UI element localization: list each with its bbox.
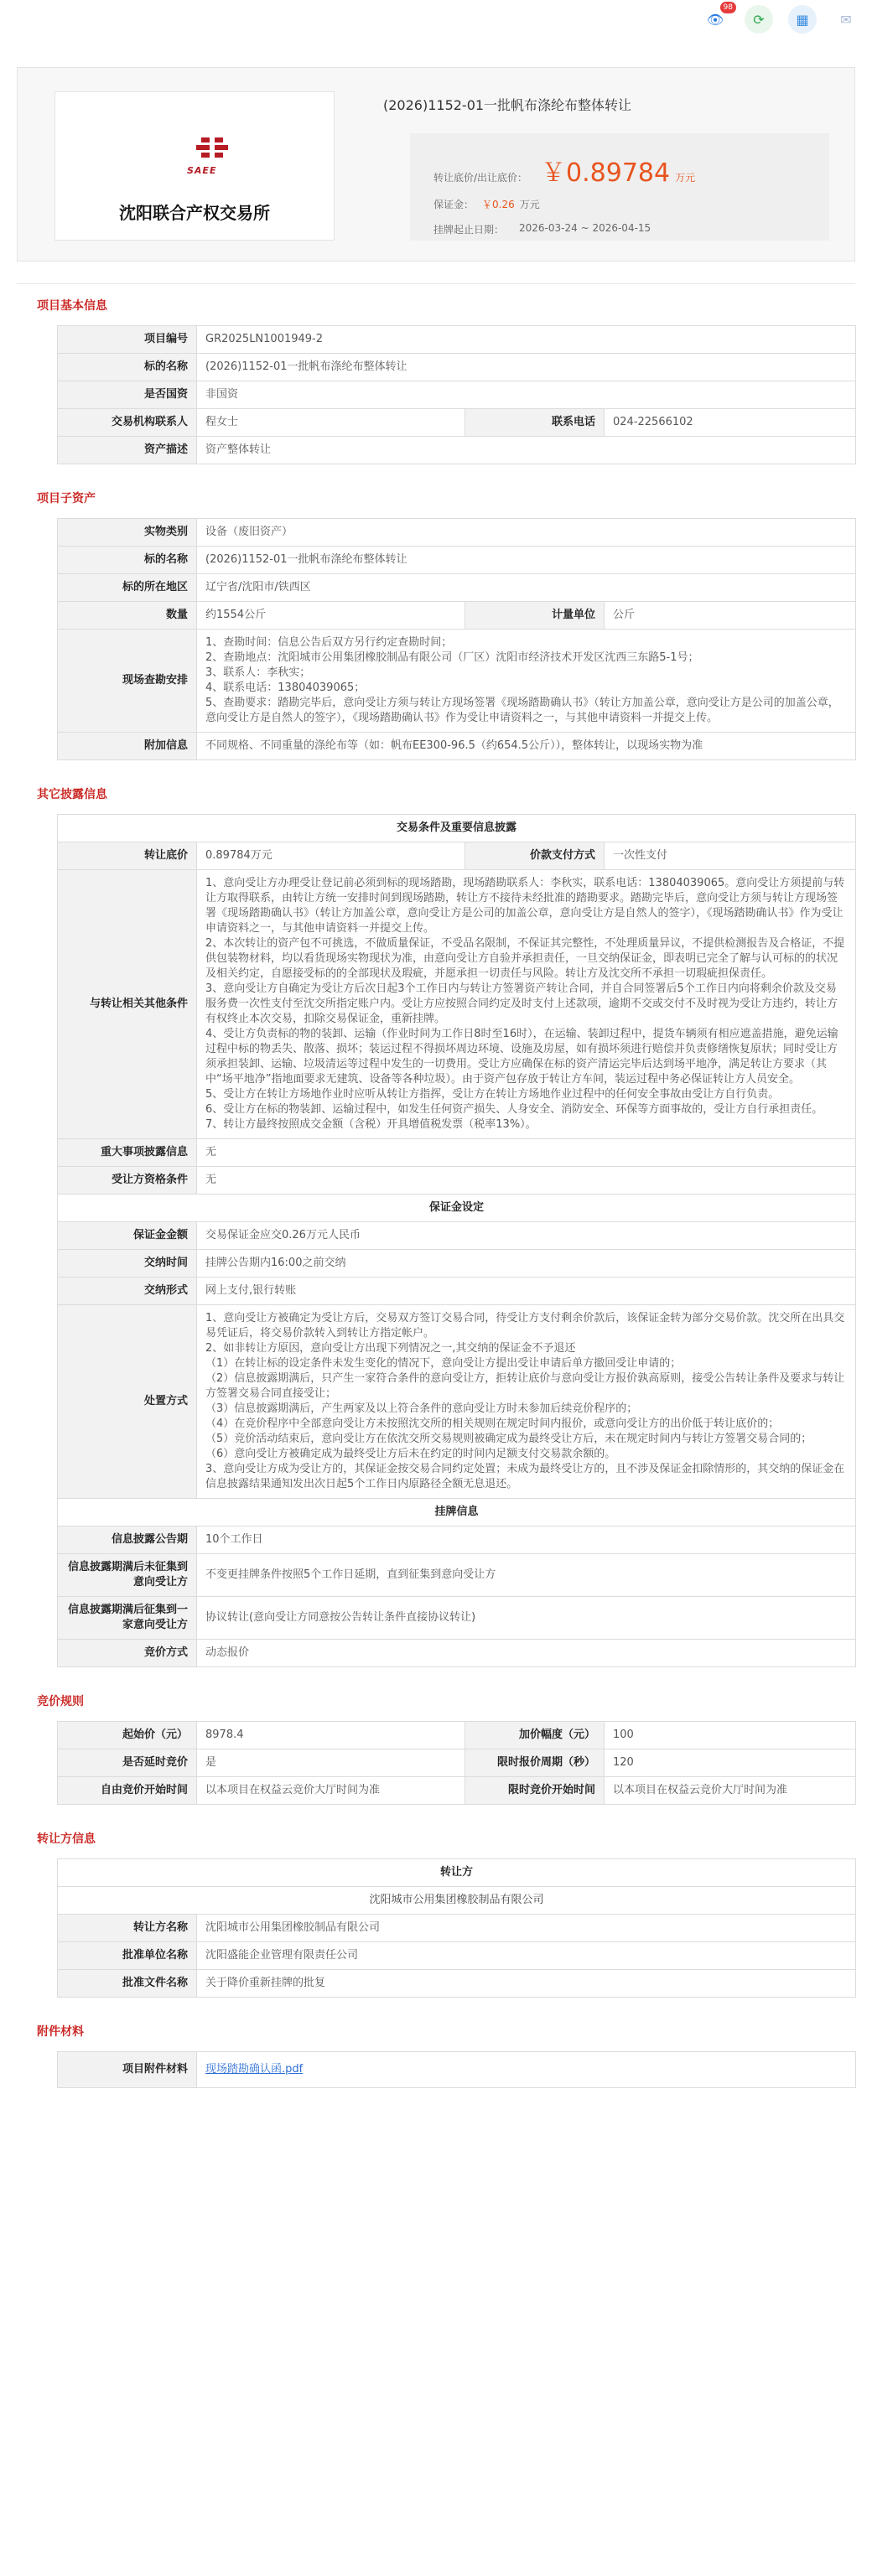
table-row xyxy=(58,815,856,842)
field-label: 限时竞价开始时间 xyxy=(465,1777,605,1805)
project-title: (2026)1152-01一批帆布涤纶布整体转让 xyxy=(383,97,632,113)
table-row xyxy=(58,870,856,1139)
listing-date-range: 2026-03-24 ~ 2026-04-15 xyxy=(519,222,651,234)
mail-icon: ✉ xyxy=(840,11,852,28)
deposit-value: ￥0.26 xyxy=(482,199,515,210)
group-header: 保证金设定 xyxy=(58,1195,856,1222)
field-value: 公斤 xyxy=(605,602,856,630)
table-row xyxy=(58,1942,856,1970)
mail-button[interactable] xyxy=(832,5,860,34)
price-label: 转让底价/出让底价： xyxy=(433,172,528,184)
price-panel xyxy=(410,133,829,241)
field-value: 约1554公斤 xyxy=(197,602,465,630)
field-value: 无 xyxy=(197,1167,856,1195)
field-value: 无 xyxy=(197,1139,856,1167)
exchange-name: 沈阳联合产权交易所 xyxy=(119,203,270,223)
table-row xyxy=(58,326,856,354)
top-icon-group xyxy=(701,5,860,34)
seller-info-table xyxy=(57,1858,856,1998)
deposit-unit: 万元 xyxy=(519,199,540,210)
table-row xyxy=(58,409,856,437)
field-label: 受让方资格条件 xyxy=(58,1167,197,1195)
field-value: GR2025LN1001949-2 xyxy=(197,326,856,354)
listing-date-label: 挂牌起止日期： xyxy=(433,224,505,236)
field-value: (2026)1152-01一批帆布涤纶布整体转让 xyxy=(197,354,856,381)
table-row xyxy=(58,842,856,870)
field-label: 项目附件材料 xyxy=(58,2052,197,2088)
field-label: 联系电话 xyxy=(465,409,605,437)
qrcode-icon: ▦ xyxy=(796,11,809,28)
field-label: 实物类别 xyxy=(58,519,197,547)
section-title-bidding: 竞价规则 xyxy=(37,1695,84,1708)
field-label: 信息披露公告期 xyxy=(58,1526,197,1554)
group-header: 交易条件及重要信息披露 xyxy=(58,815,856,842)
bidding-rules-table xyxy=(57,1721,856,1805)
attachments-table xyxy=(57,2051,856,2088)
eye-icon: 👁 xyxy=(706,11,724,28)
field-value: 120 xyxy=(605,1749,856,1777)
table-row xyxy=(58,437,856,464)
field-label: 价款支付方式 xyxy=(465,842,605,870)
table-row xyxy=(58,1250,856,1278)
section-title-seller: 转让方信息 xyxy=(37,1832,96,1846)
field-label: 交纳时间 xyxy=(58,1250,197,1278)
price-unit: 万元 xyxy=(675,172,696,184)
field-label: 项目编号 xyxy=(58,326,197,354)
field-label: 附加信息 xyxy=(58,733,197,760)
table-row xyxy=(58,381,856,409)
field-label: 自由竞价开始时间 xyxy=(58,1777,197,1805)
section-title-attachments: 附件材料 xyxy=(37,2025,84,2039)
field-value: 10个工作日 xyxy=(197,1526,856,1554)
field-value: 不变更挂牌条件按照5个工作日延期，直到征集到意向受让方 xyxy=(197,1554,856,1597)
section-title-other: 其它披露信息 xyxy=(37,788,107,801)
table-row xyxy=(58,1640,856,1667)
exchange-logo-icon xyxy=(193,136,231,163)
table-row xyxy=(58,1859,856,1887)
field-value: 沈阳盛能企业管理有限责任公司 xyxy=(197,1942,856,1970)
table-row xyxy=(58,547,856,574)
field-value: 沈阳城市公用集团橡胶制品有限公司 xyxy=(197,1915,856,1942)
subject-asset-table xyxy=(57,518,856,760)
field-value: 辽宁省/沈阳市/铁西区 xyxy=(197,574,856,602)
view-count-badge: 98 xyxy=(720,2,736,13)
table-row xyxy=(58,2052,856,2088)
field-label: 批准文件名称 xyxy=(58,1970,197,1998)
table-row xyxy=(58,1777,856,1805)
other-disclosure-table xyxy=(57,814,856,1667)
field-value: 关于降价重新挂牌的批复 xyxy=(197,1970,856,1998)
field-value: 1、意向受让方被确定为受让方后，交易双方签订交易合同，待受让方支付剩余价款后，该保证金转为部分交易价款。沈交所在出具交易凭证后，将交易价款转入到转让方指定帐户。 2、如非转让方原因，意向受让方出现下列情况之一,其交纳的保证金不予退还 （1）在转让标的设定条件未发生变化的情况下，意向受让方提出受让申请后单方撤回受让申请的； （2）信息披露期满后，只产生一家符合条件的意向受让方，拒转让底价与意向受让方报价孰高原则，接受公告转让条件及要求与转让方签署交易合同直接受让； （3）信息披露期满后，产生两家及以上符合条件的意向受让方时未参加后续竞价程序的； （4）在竞价程序中全部意向受让方未按照沈交所的相关规则在规定时间内报价，或意向受让方的出价低于转让底价的； （5）竞价活动结束后，意向受让方在依沈交所交易规则被确定成为最终受让方后，未在规定时间内与转让方签署交易合同的； （6）意向受让方被确定成为最终受让方后未在约定的时间内足额支付交易款余额的。 3、意向受让方成为受让方的，其保证金按交易合同约定处置；未成为最终受让方的，且不涉及保证金扣除情形的，其交纳的保证金在信息披露结果通知发出次日起5个工作日内原路径全额无息退还。 xyxy=(197,1305,856,1499)
field-label: 处置方式 xyxy=(58,1305,197,1499)
field-label: 加价幅度（元） xyxy=(465,1722,605,1749)
table-row xyxy=(58,630,856,733)
project-header xyxy=(17,67,855,262)
table-row xyxy=(58,1167,856,1195)
field-value: 动态报价 xyxy=(197,1640,856,1667)
field-label: 标的名称 xyxy=(58,354,197,381)
table-row xyxy=(58,354,856,381)
exchange-logo-card xyxy=(54,91,335,241)
field-label: 计量单位 xyxy=(465,602,605,630)
table-row xyxy=(58,1722,856,1749)
table-row xyxy=(58,1597,856,1640)
field-value xyxy=(197,2052,856,2088)
field-value: 一次性支付 xyxy=(605,842,856,870)
field-label: 保证金金额 xyxy=(58,1222,197,1250)
field-label: 信息披露期满后未征集到意向受让方 xyxy=(58,1554,197,1597)
table-row xyxy=(58,1887,856,1915)
field-value: 1、查勘时间：信息公告后双方另行约定查勘时间； 2、查勘地点：沈阳城市公用集团橡胶制品有限公司（厂区）沈阳市经济技术开发区沈西三东路5-1号； 3、联系人：李秋实； 4、联系电话：13804039065； 5、查勘要求：踏勘完毕后，意向受让方须与转让方现场签署《现场踏勘确认书》（转让方加盖公章，意向受让方是公司的加盖公章，意向受让方是自然人的签字），《现场踏勘确认书》作为受让申请资料之一，与其他申请资料一并提交上传。 xyxy=(197,630,856,733)
field-value: 设备（废旧资产） xyxy=(197,519,856,547)
qrcode-button[interactable] xyxy=(788,5,817,34)
share-icon: ⟳ xyxy=(753,11,765,28)
table-row xyxy=(58,602,856,630)
section-title-subject: 项目子资产 xyxy=(37,492,96,505)
field-label: 信息披露期满后征集到一家意向受让方 xyxy=(58,1597,197,1640)
field-value: 以本项目在权益云竞价大厅时间为准 xyxy=(605,1777,856,1805)
field-value: 资产整体转让 xyxy=(197,437,856,464)
field-value: 不同规格、不同重量的涤纶布等（如：帆布EE300-96.5（约654.5公斤）），整体转让，以现场实物为准 xyxy=(197,733,856,760)
table-row xyxy=(58,1222,856,1250)
field-value: 交易保证金应交0.26万元人民币 xyxy=(197,1222,856,1250)
table-row xyxy=(58,1499,856,1526)
field-label: 与转让相关其他条件 xyxy=(58,870,197,1139)
field-value: 024-22566102 xyxy=(605,409,856,437)
field-label: 转让方名称 xyxy=(58,1915,197,1942)
field-label: 标的名称 xyxy=(58,547,197,574)
field-value: 是 xyxy=(197,1749,465,1777)
field-label: 标的所在地区 xyxy=(58,574,197,602)
field-label: 交纳形式 xyxy=(58,1278,197,1305)
top-toolbar xyxy=(0,0,872,42)
page-bottom-spacer xyxy=(17,2088,855,2122)
table-row xyxy=(58,1139,856,1167)
field-value: 0.89784万元 xyxy=(197,842,465,870)
field-label: 批准单位名称 xyxy=(58,1942,197,1970)
logo-abbreviation: SAEE xyxy=(187,165,217,176)
field-label: 是否国资 xyxy=(58,381,197,409)
group-header: 转让方 xyxy=(58,1859,856,1887)
field-label: 竞价方式 xyxy=(58,1640,197,1667)
table-row xyxy=(58,733,856,760)
field-value: 8978.4 xyxy=(197,1722,465,1749)
table-row xyxy=(58,1526,856,1554)
seller-name-banner: 沈阳城市公用集团橡胶制品有限公司 xyxy=(58,1887,856,1915)
deposit-label: 保证金： xyxy=(433,199,475,210)
group-header: 挂牌信息 xyxy=(58,1499,856,1526)
field-label: 是否延时竞价 xyxy=(58,1749,197,1777)
field-value: (2026)1152-01一批帆布涤纶布整体转让 xyxy=(197,547,856,574)
field-value: 程女士 xyxy=(197,409,465,437)
table-row xyxy=(58,519,856,547)
detail-content xyxy=(17,283,855,2122)
attachment-file-link[interactable]: 现场踏勘确认函.pdf xyxy=(205,2063,304,2076)
field-label: 起始价（元） xyxy=(58,1722,197,1749)
field-value: 非国资 xyxy=(197,381,856,409)
field-value: 100 xyxy=(605,1722,856,1749)
reserve-price: ￥0.89784 xyxy=(541,158,671,188)
field-label: 交易机构联系人 xyxy=(58,409,197,437)
field-label: 转让底价 xyxy=(58,842,197,870)
table-row xyxy=(58,1305,856,1499)
basic-info-table xyxy=(57,325,856,464)
field-label: 数量 xyxy=(58,602,197,630)
section-title-basic: 项目基本信息 xyxy=(37,299,107,313)
field-value: 网上支付,银行转账 xyxy=(197,1278,856,1305)
table-row xyxy=(58,1970,856,1998)
field-value: 挂牌公告期内16:00之前交纳 xyxy=(197,1250,856,1278)
table-row xyxy=(58,1195,856,1222)
field-value: 协议转让(意向受让方同意按公告转让条件直接协议转让) xyxy=(197,1597,856,1640)
view-count-button[interactable] xyxy=(701,3,733,34)
field-value: 以本项目在权益云竞价大厅时间为准 xyxy=(197,1777,465,1805)
table-row xyxy=(58,1749,856,1777)
field-label: 重大事项披露信息 xyxy=(58,1139,197,1167)
table-row xyxy=(58,1554,856,1597)
field-label: 资产描述 xyxy=(58,437,197,464)
table-row xyxy=(58,1915,856,1942)
table-row xyxy=(58,1278,856,1305)
field-label: 限时报价周期（秒） xyxy=(465,1749,605,1777)
share-button[interactable] xyxy=(745,5,773,34)
field-label: 现场查勘安排 xyxy=(58,630,197,733)
field-value: 1、意向受让方办理受让登记前必须到标的现场踏勘，现场踏勘联系人：李秋实，联系电话：13804039065。意向受让方须提前与转让方取得联系，由转让方统一安排时间到现场踏勘，转让方不接待未经批准的踏勘要求。踏勘完毕后，意向受让方须与转让方现场签署《现场踏勘确认书》（转让方加盖公章，意向受让方是公司的加盖公章，意向受让方是自然人的签字），《现场踏勘确认书》作为受让申请资料之一，与其他申请资料一并提交上传。 2、本次转让的资产包不可挑选，不做质量保证，不受品名限制，不保证其完整性，不处理质量异议，不提供检测报告及合格证，不提供包装物材料，均以看货现场实物现状为准，由意向受让方自验并承担责任，一旦交纳保证金，即表明已完全了解与认可标的的状况及相关约定，自愿接受标的的全部现状及瑕疵，并愿承担一切责任与风险。转让方及沈交所不承担一切瑕疵担保责任。 3、意向受让方自确定为受让方后次日起3个工作日内与转让方签署资产转让合同，并自合同签署后5个工作日内向将剩余价款及交易服务费一次性支付至沈交所指定账户内。受让方应按照合同约定及时支付上述款项，逾期不交或交付不及时视为受让方违约，转让方有权终止本次交易，扣除交易保证金，重新挂牌。 4、受让方负责标的物的装卸、运输（作业时间为工作日8时至16时），在运输、装卸过程中，提货车辆须有相应遮盖措施，避免运输过程中标的物丢失、散落、损坏；装运过程不得损坏周边环境、设施及房屋，如有损坏须进行赔偿并负责修缮恢复原状；同时受让方须承担装卸、运输、垃圾清运等过程中发生的一切费用。受让方应确保在标的资产清运完毕后达到场平地净，满足转让方要求（其中“场平地净”指地面要求无建筑、设备等各种垃圾）。由于资产包存放于转让方车间，装运过程中务必保证转让方人员安全。 5、受让方在转让方场地作业时应听从转让方指挥，受让方在转让方场地作业过程中的任何安全事故由受让方自行负责。 6、受让方在标的物装卸、运输过程中，如发生任何资产损失、人身安全、消防安全、环保等方面事故的，受让方自行承担责任。 7、转让方最终按照成交金额（含税）开具增值税发票（税率13%）。 xyxy=(197,870,856,1139)
table-row xyxy=(58,574,856,602)
